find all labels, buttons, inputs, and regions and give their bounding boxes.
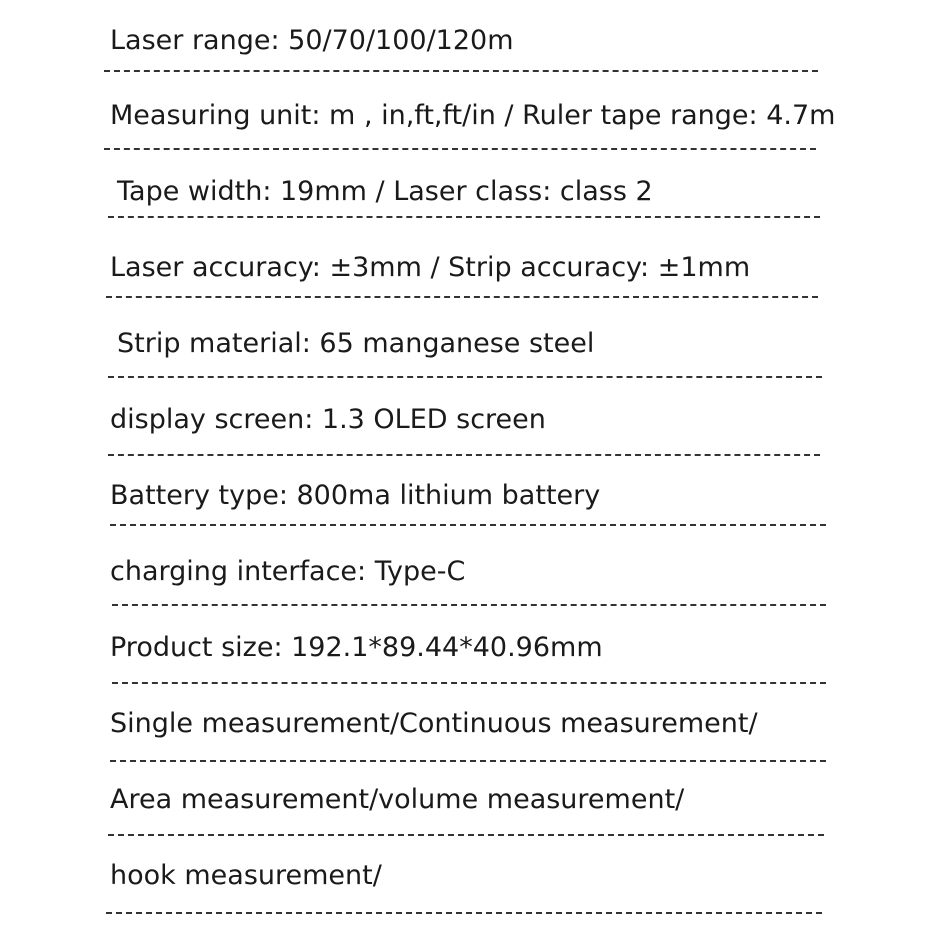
spec-charging-interface: charging interface: Type-C — [110, 556, 466, 587]
dashed-divider — [112, 682, 826, 684]
spec-strip-material: Strip material: 65 manganese steel — [117, 328, 595, 359]
dashed-divider — [108, 834, 824, 836]
dashed-divider — [110, 760, 826, 762]
spec-measuring-unit: Measuring unit: m , in,ft,ft/in / Ruler tape range: 4.7m — [110, 100, 836, 131]
spec-product-size: Product size: 192.1*89.44*40.96mm — [110, 632, 603, 663]
dashed-divider — [108, 376, 822, 378]
spec-laser-range: Laser range: 50/70/100/120m — [110, 25, 514, 56]
dashed-divider — [110, 524, 826, 526]
spec-display-screen: display screen: 1.3 OLED screen — [110, 404, 546, 435]
dashed-divider — [106, 296, 818, 298]
dashed-divider — [104, 70, 818, 72]
spec-measurement-modes-3: hook measurement/ — [110, 860, 382, 891]
spec-accuracy: Laser accuracy: ±3mm / Strip accuracy: ±1mm — [110, 252, 751, 283]
spec-measurement-modes-1: Single measurement/Continuous measurement/ — [110, 708, 758, 739]
spec-measurement-modes-2: Area measurement/volume measurement/ — [110, 784, 685, 815]
dashed-divider — [106, 912, 822, 914]
dashed-divider — [112, 604, 826, 606]
dashed-divider — [108, 454, 820, 456]
spec-tape-width: Tape width: 19mm / Laser class: class 2 — [117, 176, 653, 207]
dashed-divider — [108, 216, 820, 218]
dashed-divider — [104, 148, 816, 150]
spec-battery-type: Battery type: 800ma lithium battery — [110, 480, 601, 511]
